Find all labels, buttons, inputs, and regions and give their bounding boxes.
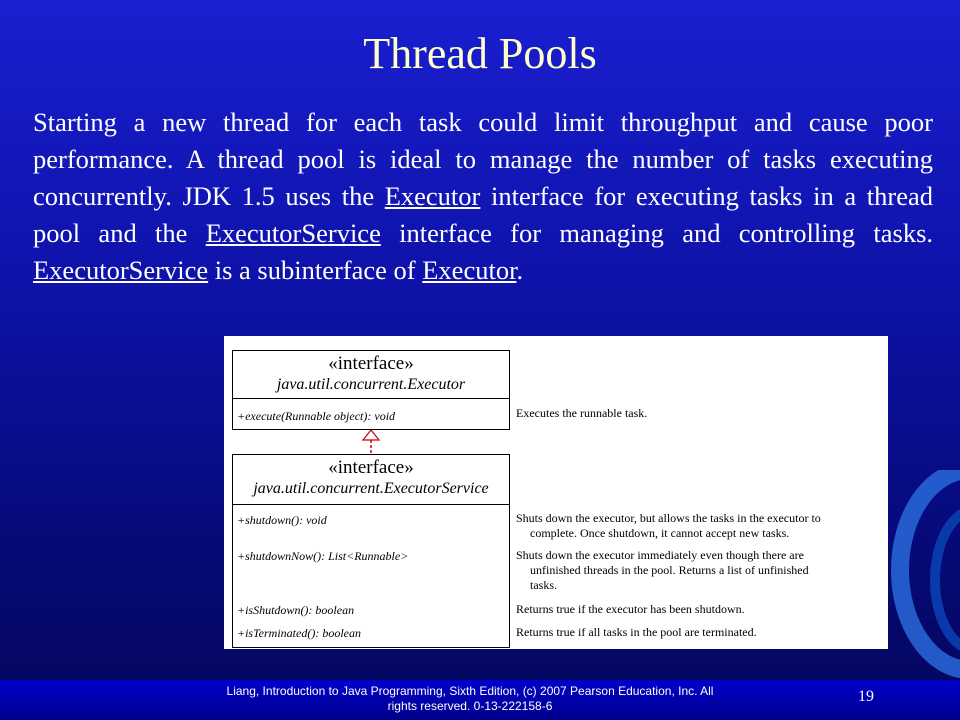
executorservice-interface-box	[232, 454, 510, 648]
shutdownnow-desc	[516, 548, 888, 593]
uml-diagram	[224, 336, 888, 649]
executorservice-link-1[interactable]: ExecutorService	[205, 218, 381, 248]
slide-title: Thread Pools	[363, 29, 597, 78]
isterminated-desc: Returns true if all tasks in the pool are terminated.	[516, 625, 757, 639]
para-text-5: .	[516, 255, 524, 285]
isterminated-method: +isTerminated(): boolean	[237, 626, 361, 640]
executor-class-name: java.util.concurrent.Executor	[276, 376, 466, 393]
executor-stereotype: «interface»	[328, 353, 414, 374]
shutdownnow-desc-line1: Shuts down the executor immediately even though there are	[516, 548, 804, 562]
shutdown-desc-line1: Shuts down the executor, but allows the tasks in the executor to	[516, 511, 821, 525]
inheritance-arrow	[359, 429, 383, 455]
shutdown-desc-line2: complete. Once shutdown, it cannot accept new tasks.	[530, 526, 790, 540]
shutdown-method: +shutdown(): void	[237, 513, 327, 527]
para-text-4: is a subinterface of	[208, 255, 423, 285]
footer-line2: rights reserved. 0-13-222158-6	[387, 699, 553, 713]
executorservice-class-name: java.util.concurrent.ExecutorService	[253, 480, 489, 497]
decorative-swirl	[880, 470, 960, 690]
page-number: 19	[858, 688, 874, 705]
footer-copyright	[190, 684, 750, 714]
executor-link-2[interactable]: Executor	[422, 255, 517, 285]
shutdownnow-desc-line2: unfinished threads in the pool. Returns a list of unfinished	[530, 563, 809, 577]
body-paragraph	[33, 104, 933, 289]
executor-interface-box	[232, 350, 510, 430]
executorservice-link-2[interactable]: ExecutorService	[33, 255, 209, 285]
shutdown-desc	[516, 511, 888, 541]
executor-execute-desc: Executes the runnable task.	[516, 406, 648, 420]
isshutdown-desc: Returns true if the executor has been shutdown.	[516, 602, 745, 616]
shutdownnow-desc-line3: tasks.	[530, 578, 557, 592]
executor-execute-method: +execute(Runnable object): void	[237, 409, 396, 423]
executorservice-stereotype: «interface»	[328, 457, 414, 478]
executor-link-1[interactable]: Executor	[384, 181, 481, 211]
footer-line1: Liang, Introduction to Java Programming, Sixth Edition, (c) 2007 Pearson Education, Inc. All	[226, 684, 714, 698]
para-text-2: interface for executing tasks in a thread pool and the	[33, 181, 933, 248]
para-text-1: Starting a new thread for each task could limit throughput and cause poor performance. A thread pool is ideal to manage the number of tasks executing concurrently. JDK 1.5 uses the	[33, 107, 933, 211]
para-text-3: interface for managing and controlling tasks.	[380, 218, 934, 248]
shutdownnow-method: +shutdownNow(): List<Runnable>	[237, 549, 409, 563]
isshutdown-method: +isShutdown(): boolean	[237, 603, 355, 617]
